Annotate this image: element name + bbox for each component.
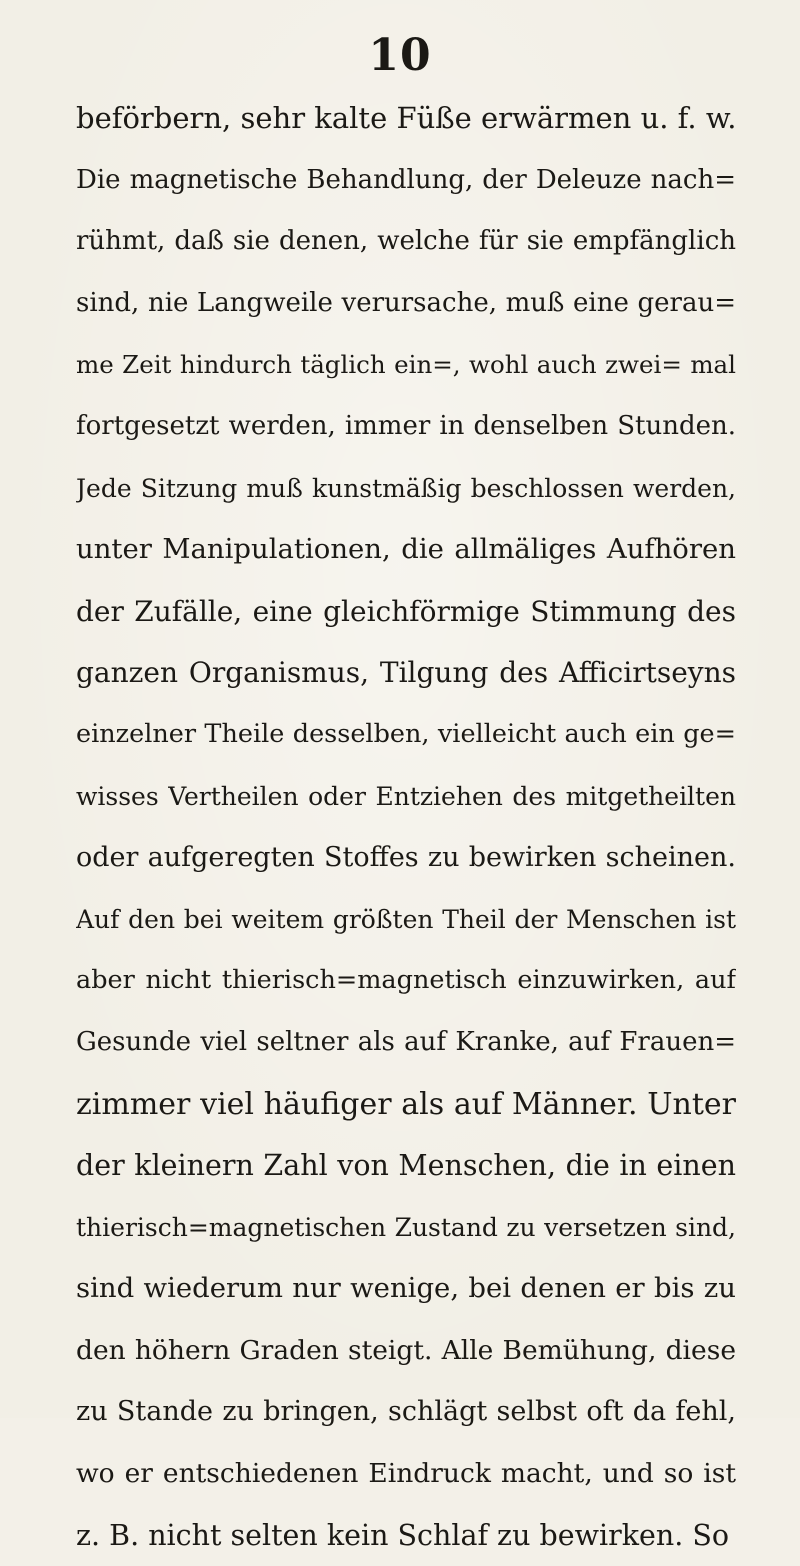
- body-text: [76, 88, 736, 1566]
- text-line: sind, nie Langweile verursache, muß eine gerau=: [76, 287, 736, 318]
- text-line: thierisch=magnetischen Zustand zu versetzen sind,: [76, 1212, 736, 1242]
- text-line: einzelner Theile desselben, vielleicht auch ein ge=: [76, 718, 736, 749]
- text-line: oder aufgeregten Stoffes zu bewirken scheinen.: [76, 842, 736, 874]
- text-line: Die magnetische Behandlung, der Deleuze nach=: [76, 164, 736, 195]
- text-line: unter Manipulationen, die allmäliges Aufhören: [76, 533, 736, 566]
- text-line: aber nicht thierisch=magnetisch einzuwirken, auf: [76, 965, 736, 996]
- text-line: me Zeit hindurch täglich ein=, wohl auch zwei= mal: [76, 350, 736, 380]
- text-line: fortgesetzt werden, immer in denselben Stunden.: [76, 410, 736, 441]
- text-line: Gesunde viel seltner als auf Kranke, auf Frauen=: [76, 1026, 736, 1057]
- text-line: zimmer viel häufiger als auf Männer. Unter: [76, 1086, 736, 1122]
- page-number: 10: [368, 30, 432, 81]
- text-line: Auf den bei weitem größten Theil der Menschen ist: [76, 904, 736, 934]
- text-line: rühmt, daß sie denen, welche für sie empfänglich: [76, 226, 736, 257]
- text-line: ganzen Organismus, Tilgung des Afficirtseyns: [76, 656, 736, 690]
- text-line: beförbern, sehr kalte Füße erwärmen u. f. w.: [76, 101, 736, 135]
- text-line: der Zufälle, eine gleichförmige Stimmung des: [76, 594, 736, 628]
- text-line: z. B. nicht selten kein Schlaf zu bewirken. So: [76, 1518, 730, 1552]
- text-line: sind wiederum nur wenige, bei denen er bis zu: [76, 1272, 736, 1305]
- text-line: wisses Vertheilen oder Entziehen des mitgetheilten: [76, 781, 736, 811]
- text-line: Jede Sitzung muß kunstmäßig beschlossen werden,: [76, 473, 736, 503]
- text-line: den höhern Graden steigt. Alle Bemühung, diese: [76, 1334, 736, 1366]
- text-line: der kleinern Zahl von Menschen, die in einen: [76, 1149, 736, 1183]
- text-line: zu Stande zu bringen, schlägt selbst oft da fehl,: [76, 1396, 736, 1428]
- text-line: wo er entschiedenen Eindruck macht, und so ist: [76, 1458, 736, 1490]
